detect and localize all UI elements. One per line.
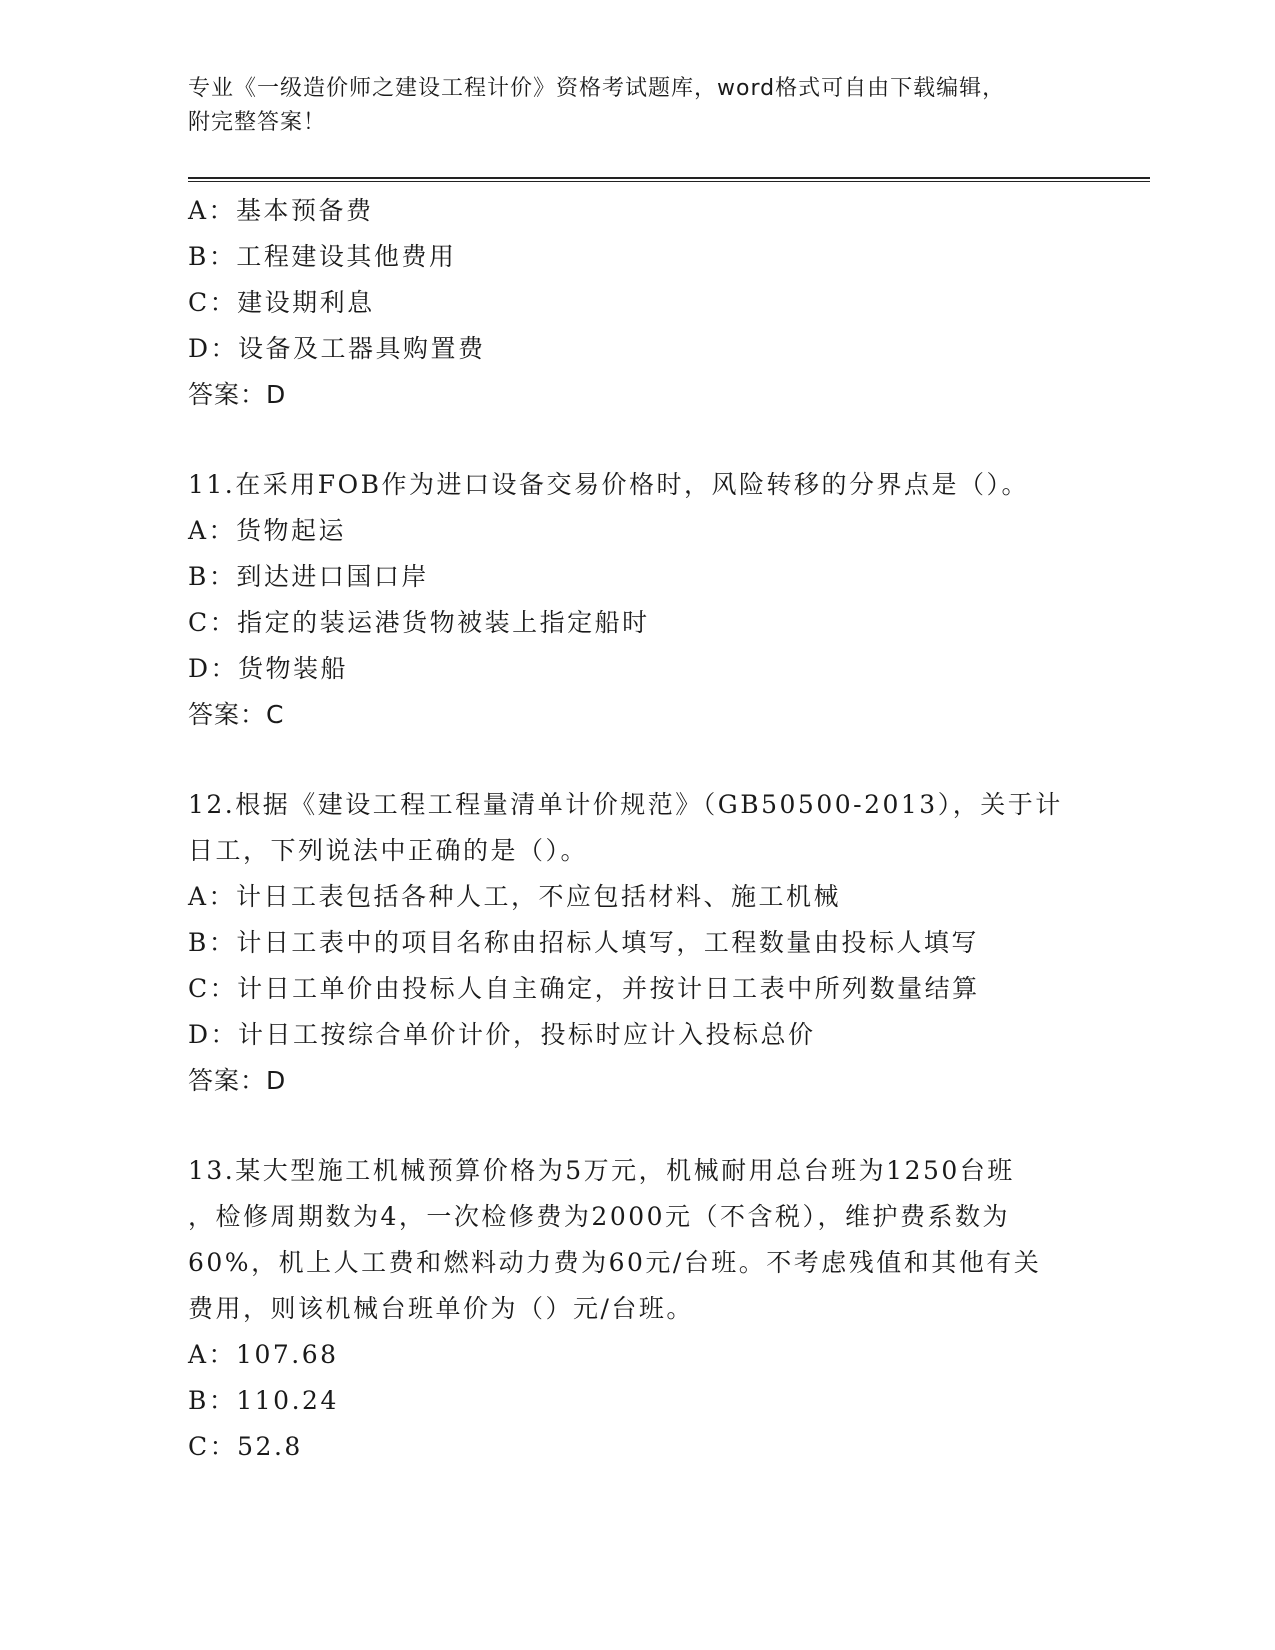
question-stem: 11.在采用FOB作为进口设备交易价格时，风险转移的分界点是（）。 xyxy=(188,470,1029,499)
option-c: C：建设期利息 xyxy=(188,288,375,317)
option-a: A：基本预备费 xyxy=(188,196,374,225)
option-c: C：指定的装运港货物被装上指定船时 xyxy=(188,608,650,637)
question-stem-line-1: 12.根据《建设工程工程量清单计价规范》（GB50500-2013），关于计 xyxy=(188,790,1063,819)
option-a: A：货物起运 xyxy=(188,516,347,545)
option-b: B：到达进口国口岸 xyxy=(188,562,429,591)
option-b: B：110.24 xyxy=(188,1386,339,1415)
answer-line: 答案：D xyxy=(188,380,287,409)
option-d: D：计日工按综合单价计价，投标时应计入投标总价 xyxy=(188,1020,816,1049)
question-stem-line-4: 费用，则该机械台班单价为（）元/台班。 xyxy=(188,1294,694,1323)
option-c: C：52.8 xyxy=(188,1432,303,1461)
option-c: C：计日工单价由投标人自主确定，并按计日工表中所列数量结算 xyxy=(188,974,980,1003)
answer-line: 答案：D xyxy=(188,1066,287,1095)
option-d: D：设备及工器具购置费 xyxy=(188,334,486,363)
question-10-block xyxy=(188,188,1088,418)
document-header xyxy=(188,72,1068,140)
answer-line: 答案：C xyxy=(188,700,285,729)
question-11-block xyxy=(188,462,1088,738)
question-stem-line-2: ，检修周期数为4，一次检修费为2000元（不含税），维护费系数为 xyxy=(188,1202,1011,1231)
option-a: A：计日工表包括各种人工，不应包括材料、施工机械 xyxy=(188,882,842,911)
option-a: A：107.68 xyxy=(188,1340,339,1369)
question-13-block xyxy=(188,1148,1088,1470)
option-d: D：货物装船 xyxy=(188,654,349,683)
question-stem-line-2: 日工，下列说法中正确的是（）。 xyxy=(188,836,589,865)
question-stem-line-1: 13.某大型施工机械预算价格为5万元，机械耐用总台班为1250台班 xyxy=(188,1156,1015,1185)
option-b: B：计日工表中的项目名称由招标人填写，工程数量由投标人填写 xyxy=(188,928,979,957)
question-content xyxy=(188,188,1088,1470)
header-divider-thick xyxy=(188,177,1150,179)
header-line-1: 专业《一级造价师之建设工程计价》资格考试题库，word格式可自由下载编辑， xyxy=(188,76,1006,101)
option-b: B：工程建设其他费用 xyxy=(188,242,457,271)
question-stem-line-3: 60%，机上人工费和燃料动力费为60元/台班。不考虑残值和其他有关 xyxy=(188,1248,1042,1277)
question-12-block xyxy=(188,782,1088,1104)
header-line-2: 附完整答案！ xyxy=(188,110,327,135)
header-divider-thin xyxy=(188,181,1150,182)
